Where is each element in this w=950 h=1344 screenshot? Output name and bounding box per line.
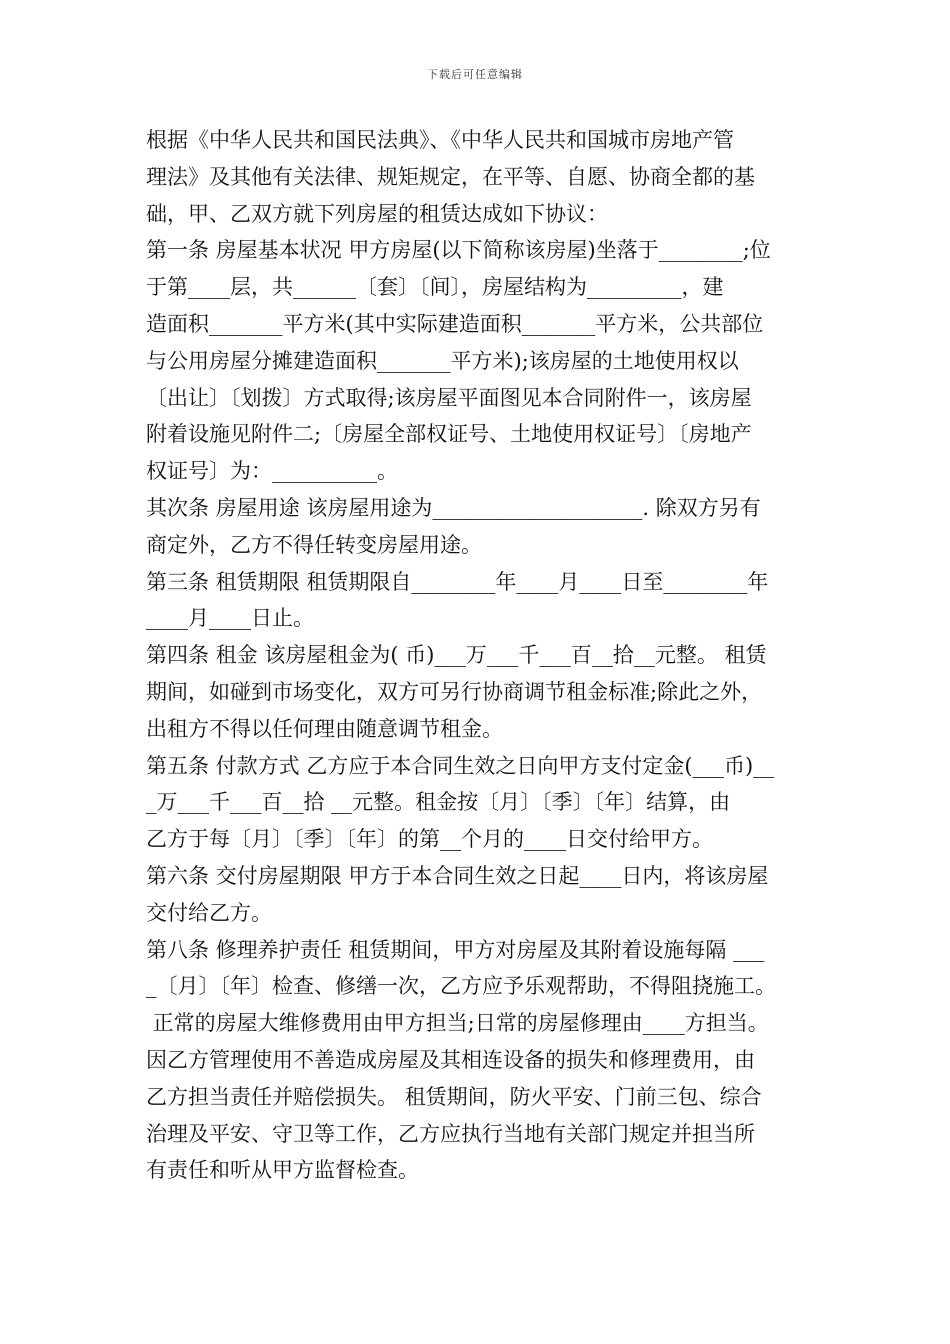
text-line: 期间，如碰到市场变化，双方可另行协商调节租金标准;除此之外， [146,679,763,704]
text-line: 造面积_______平方米(其中实际建造面积_______平方米，公共部位 [146,311,764,336]
text-line: 第三条 租赁期限 租赁期限自________年____月____日至________年 [146,569,769,594]
text-line: 乙方担当责任并赔偿损失。 租赁期间，防火平安、门前三包、综合 [146,1084,762,1109]
text-line: 附着设施见附件二;〔房屋全部权证号、土地使用权证号〕〔房地产 [146,422,752,447]
text-line: 与公用房屋分摊建造面积_______平方米);该房屋的土地使用权以 [146,348,739,373]
text-line: 有责任和听从甲方监督检查。 [146,1158,419,1183]
text-line: 正常的房屋大维修费用由甲方担当;日常的房屋修理由____方担当。 [146,1011,769,1036]
text-line: 第四条 租金 该房屋租金为( 币)___万___千___百__拾__元整。 租赁 [146,643,767,668]
text-line: 〔出让〕〔划拨〕方式取得;该房屋平面图见本合同附件一，该房屋 [146,385,752,410]
text-line: 第五条 付款方式 乙方应于本合同生效之日向甲方支付定金(___币)__ [146,753,775,778]
page-header-note: 下载后可任意编辑 [427,68,523,81]
text-line: ____月____日止。 [146,606,314,631]
text-line: 治理及平安、守卫等工作，乙方应执行当地有关部门规定并担当所 [146,1121,755,1146]
text-line: 于第____层，共______〔套〕〔间〕，房屋结构为_________，建 [146,275,724,300]
text-line: 商定外，乙方不得任转变房屋用途。 [146,532,482,557]
text-line: 出租方不得以任何理由随意调节租金。 [146,716,503,741]
text-line: 权证号〕为：__________。 [146,459,398,484]
text-line: _万___千___百__拾 __元整。租金按〔月〕〔季〕〔年〕结算，由 [146,790,731,815]
text-line: 第一条 房屋基本状况 甲方房屋(以下简称该房屋)坐落于________;位 [146,238,771,263]
text-line: 础，甲、乙双方就下列房屋的租赁达成如下协议： [146,201,608,226]
text-line: 乙方于每〔月〕〔季〕〔年〕的第__个月的____日交付给甲方。 [146,827,713,852]
text-line: 第六条 交付房屋期限 甲方于本合同生效之日起____日内，将该房屋 [146,863,769,888]
document-body [146,122,812,1189]
text-line: 理法》及其他有关法律、规矩规定，在平等、自愿、协商全都的基 [146,164,755,189]
text-line: 其次条 房屋用途 该房屋用途为____________________. 除双方另有 [146,495,761,520]
text-line: 根据《中华人民共和国民法典》、《中华人民共和国城市房地产管 [146,128,734,152]
text-line: 因乙方管理使用不善造成房屋及其相连设备的损失和修理费用，由 [146,1047,755,1072]
text-line: _〔月〕〔年〕检查、修缮一次，乙方应予乐观帮助，不得阻挠施工。 [146,974,776,999]
text-line: 交付给乙方。 [146,900,272,925]
text-line: 第八条 修理养护责任 租赁期间，甲方对房屋及其附着设施每隔 ___ [146,937,765,962]
